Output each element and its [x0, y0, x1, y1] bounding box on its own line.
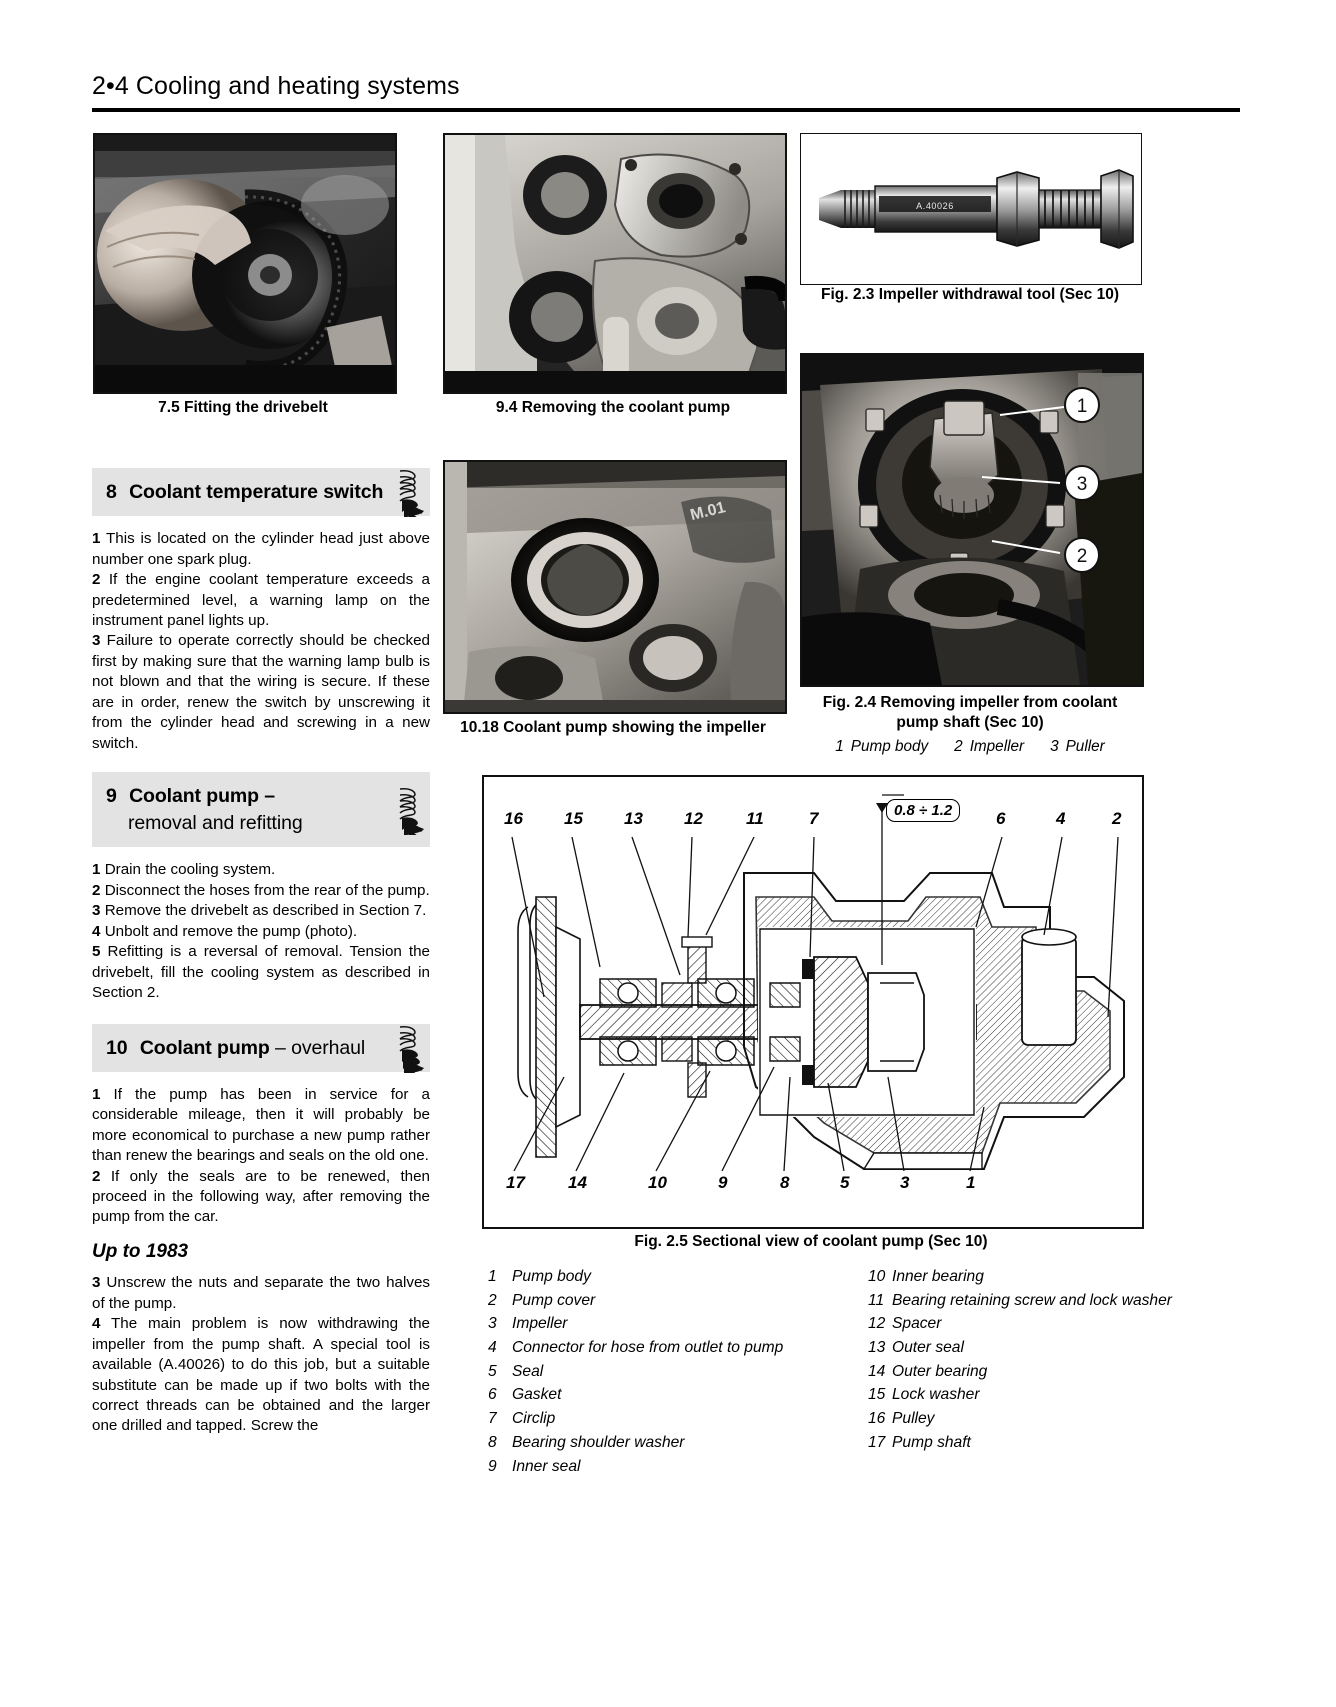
key-num: 2	[488, 1291, 497, 1309]
key-label: Pump cover	[512, 1291, 596, 1309]
fig25-bottom-label-10: 10	[648, 1173, 667, 1192]
section-8-para-2	[92, 570, 430, 631]
section-heading-8	[92, 468, 430, 516]
fig24-key-label-2: Impeller	[969, 738, 1025, 755]
key-item	[868, 1336, 1288, 1360]
figure-24-removing-impeller	[800, 353, 1144, 687]
key-item	[488, 1383, 878, 1407]
svg-text:M.01: M.01	[688, 499, 728, 525]
photo-caption-1018: 10.18 Coolant pump showing the impeller	[460, 719, 766, 736]
spanner-icon	[392, 1023, 426, 1073]
para-text-8-3: Failure to operate correctly should be checked first by making sure that the warning lamp bulb is not blown and that the wiring is secure. If these are in order, renew the switch by unscrewing it from the cylinder head and screwing in a new switch.	[92, 632, 430, 752]
key-item	[868, 1289, 1288, 1313]
header-rule	[92, 108, 1240, 112]
para-text-9-4: Unbolt and remove the pump (photo).	[104, 922, 358, 940]
key-num: 4	[488, 1339, 497, 1357]
fig25-bottom-label-8: 8	[780, 1173, 790, 1192]
page-title: 2•4 Cooling and heating systems	[92, 72, 460, 100]
para-num-10-1: 1	[92, 1085, 101, 1103]
section-9-para-1	[92, 860, 430, 880]
section-9-title: Coolant pump –	[129, 785, 276, 808]
section-9-para-5	[92, 942, 430, 1003]
spanner-icon	[392, 467, 426, 517]
para-text-10-4: The main problem is now withdrawing the impeller from the pump shaft. A special tool is available (A.40026) to do this job, but a suitable substitute can be made up if two bolts with the correct threads can be obtained and the larger one drilled and tapped. Screw the	[92, 1315, 430, 1435]
para-text-10-2: If only the seals are to be renewed, then proceed in the following way, after removing the pump from the car.	[92, 1167, 430, 1226]
section-10-para-3	[92, 1273, 430, 1314]
key-item	[868, 1265, 1288, 1289]
figure-caption-23: Fig. 2.3 Impeller withdrawal tool (Sec 10)	[820, 286, 1120, 303]
figure-caption-24	[792, 693, 1148, 733]
key-label: Impeller	[512, 1315, 568, 1333]
fig25-top-label-13: 13	[624, 809, 643, 828]
key-item	[868, 1407, 1288, 1431]
key-item	[488, 1455, 878, 1479]
photo-fitting-drivebelt	[93, 133, 397, 394]
key-num: 15	[868, 1386, 886, 1404]
fig25-top-label-16: 16	[504, 809, 523, 828]
figure-25-key-right-column	[868, 1265, 1288, 1455]
fig25-bottom-label-5: 5	[840, 1173, 850, 1192]
para-num-9-1: 1	[92, 861, 101, 879]
key-num: 7	[488, 1410, 497, 1428]
fig25-top-label-4: 4	[1056, 809, 1066, 828]
fig25-bottom-label-1: 1	[966, 1173, 976, 1192]
key-num: 12	[868, 1315, 886, 1333]
key-item	[488, 1289, 878, 1313]
key-label: Outer bearing	[892, 1362, 988, 1380]
section-8-para-3	[92, 631, 430, 754]
key-item	[868, 1360, 1288, 1384]
page-header	[92, 72, 1240, 112]
key-num: 3	[488, 1315, 497, 1333]
fig25-bottom-label-17: 17	[506, 1173, 525, 1192]
key-num: 17	[868, 1433, 886, 1451]
photo-caption-75: 7.5 Fitting the drivebelt	[158, 399, 328, 416]
section-9-subtitle: removal and refitting	[128, 812, 303, 835]
fig25-top-label-12: 12	[684, 809, 703, 828]
figure-24-key	[800, 738, 1140, 756]
svg-text:1: 1	[1076, 396, 1088, 417]
section-9-number: 9	[106, 785, 117, 808]
fig25-bottom-label-9: 9	[718, 1173, 728, 1192]
section-9-para-2	[92, 881, 430, 901]
para-text-8-1: This is located on the cylinder head just above number one spark plug.	[92, 530, 430, 568]
para-num-9-5: 5	[92, 943, 101, 961]
key-item	[488, 1360, 878, 1384]
para-num-10-2: 2	[92, 1167, 101, 1185]
key-num: 9	[488, 1457, 497, 1475]
svg-text:2: 2	[1076, 546, 1088, 567]
key-label: Spacer	[892, 1315, 942, 1333]
para-text-9-1: Drain the cooling system.	[104, 861, 276, 879]
key-item	[488, 1407, 878, 1431]
fig24-key-num-2: 2	[954, 738, 963, 755]
para-num-8-2: 2	[92, 571, 101, 589]
section-10-subtitle: – overhaul	[275, 1036, 366, 1059]
key-label: Bearing shoulder washer	[512, 1433, 685, 1451]
key-label: Pulley	[892, 1410, 935, 1428]
key-label: Inner seal	[512, 1457, 581, 1475]
key-label: Connector for hose from outlet to pump	[512, 1339, 784, 1357]
fig25-tolerance-callout: 0.8 ÷ 1.2	[886, 799, 960, 822]
figure-caption-24-line1: Fig. 2.4 Removing impeller from coolant	[822, 694, 1118, 711]
left-text-column	[92, 468, 430, 1437]
para-text-9-2: Disconnect the hoses from the rear of the pump.	[104, 881, 430, 899]
key-item	[488, 1336, 878, 1360]
para-text-9-5: Refitting is a reversal of removal. Tension the drivebelt, fill the cooling system as described in Section 2.	[92, 943, 430, 1002]
fig25-top-label-2: 2	[1112, 809, 1122, 828]
fig25-top-label-6: 6	[996, 809, 1006, 828]
key-item	[488, 1265, 878, 1289]
section-heading-9	[92, 772, 430, 847]
key-label: Pump body	[512, 1268, 591, 1285]
photo-coolant-pump-impeller	[443, 460, 787, 714]
para-num-10-4: 4	[92, 1315, 101, 1333]
section-10-para-1	[92, 1085, 430, 1167]
section-9-para-4	[92, 922, 430, 942]
fig24-key-num-1: 1	[835, 738, 844, 755]
figure-25-sectional-view	[482, 775, 1144, 1229]
figure-23-impeller-withdrawal-tool	[800, 133, 1142, 285]
key-label: Pump shaft	[892, 1433, 971, 1451]
para-num-8-1: 1	[92, 530, 101, 548]
key-num: 13	[868, 1339, 886, 1357]
section-9-para-3	[92, 901, 430, 921]
photo-removing-coolant-pump	[443, 133, 787, 394]
key-label: Seal	[512, 1362, 544, 1380]
section-10-number: 10	[106, 1036, 128, 1059]
para-num-10-3: 3	[92, 1274, 101, 1292]
key-label: Lock washer	[892, 1386, 980, 1404]
para-num-9-3: 3	[92, 902, 101, 920]
figure-25-key-left-column	[488, 1265, 878, 1478]
key-label: Circlip	[512, 1410, 556, 1428]
figure-caption-24-line2: pump shaft (Sec 10)	[896, 714, 1044, 732]
section-10-para-2	[92, 1167, 430, 1228]
svg-text:A.40026: A.40026	[916, 201, 954, 211]
section-heading-10	[92, 1024, 430, 1072]
fig25-top-label-11: 11	[746, 809, 764, 828]
photo-caption-94: 9.4 Removing the coolant pump	[495, 399, 731, 416]
fig24-key-label-1: Pump body	[850, 738, 929, 755]
key-num: 8	[488, 1433, 497, 1451]
figure-caption-25: Fig. 2.5 Sectional view of coolant pump (Sec 10)	[634, 1233, 988, 1250]
para-text-10-1: If the pump has been in service for a considerable mileage, then it will probably be more economical to purchase a new pump rather than renew the bearings and seals on the old one.	[92, 1085, 430, 1165]
svg-text:3: 3	[1076, 474, 1088, 495]
key-num: 11	[868, 1291, 885, 1309]
fig25-bottom-label-14: 14	[568, 1173, 587, 1192]
key-label: Gasket	[512, 1386, 562, 1404]
key-num: 14	[868, 1362, 886, 1380]
para-num-8-3: 3	[92, 632, 101, 650]
section-8-title: Coolant temperature switch	[129, 481, 384, 503]
key-num: 5	[488, 1362, 497, 1380]
fig24-key-num-3: 3	[1050, 738, 1059, 755]
key-item	[488, 1312, 878, 1336]
key-item	[868, 1312, 1288, 1336]
para-text-9-3: Remove the drivebelt as described in Section 7.	[104, 902, 427, 920]
key-label: Bearing retaining screw and lock washer	[892, 1291, 1172, 1309]
key-label: Inner bearing	[892, 1268, 984, 1285]
key-item	[488, 1431, 878, 1455]
section-10-title: Coolant pump	[139, 1036, 270, 1059]
key-num: 6	[488, 1386, 497, 1404]
key-item	[868, 1431, 1288, 1455]
section-8-number: 8	[106, 481, 117, 503]
para-num-9-2: 2	[92, 881, 101, 899]
spanner-icon	[392, 785, 426, 835]
subheading-up-to-1983: Up to 1983	[92, 1240, 189, 1262]
para-num-9-4: 4	[92, 922, 101, 940]
fig25-top-label-15: 15	[564, 809, 583, 828]
para-text-8-2: If the engine coolant temperature exceeds a predetermined level, a warning lamp on the instrument panel lights up.	[92, 571, 430, 629]
key-num: 16	[868, 1410, 886, 1428]
fig24-key-label-3: Puller	[1065, 738, 1105, 755]
fig25-top-label-7: 7	[809, 809, 819, 828]
key-item	[868, 1383, 1288, 1407]
section-10-para-4	[92, 1314, 430, 1437]
key-num: 10	[868, 1268, 886, 1285]
fig25-bottom-label-3: 3	[900, 1173, 910, 1192]
key-label: Outer seal	[892, 1339, 964, 1357]
key-num: 1	[488, 1268, 497, 1285]
para-text-10-3: Unscrew the nuts and separate the two halves of the pump.	[92, 1274, 430, 1312]
section-8-para-1	[92, 529, 430, 570]
